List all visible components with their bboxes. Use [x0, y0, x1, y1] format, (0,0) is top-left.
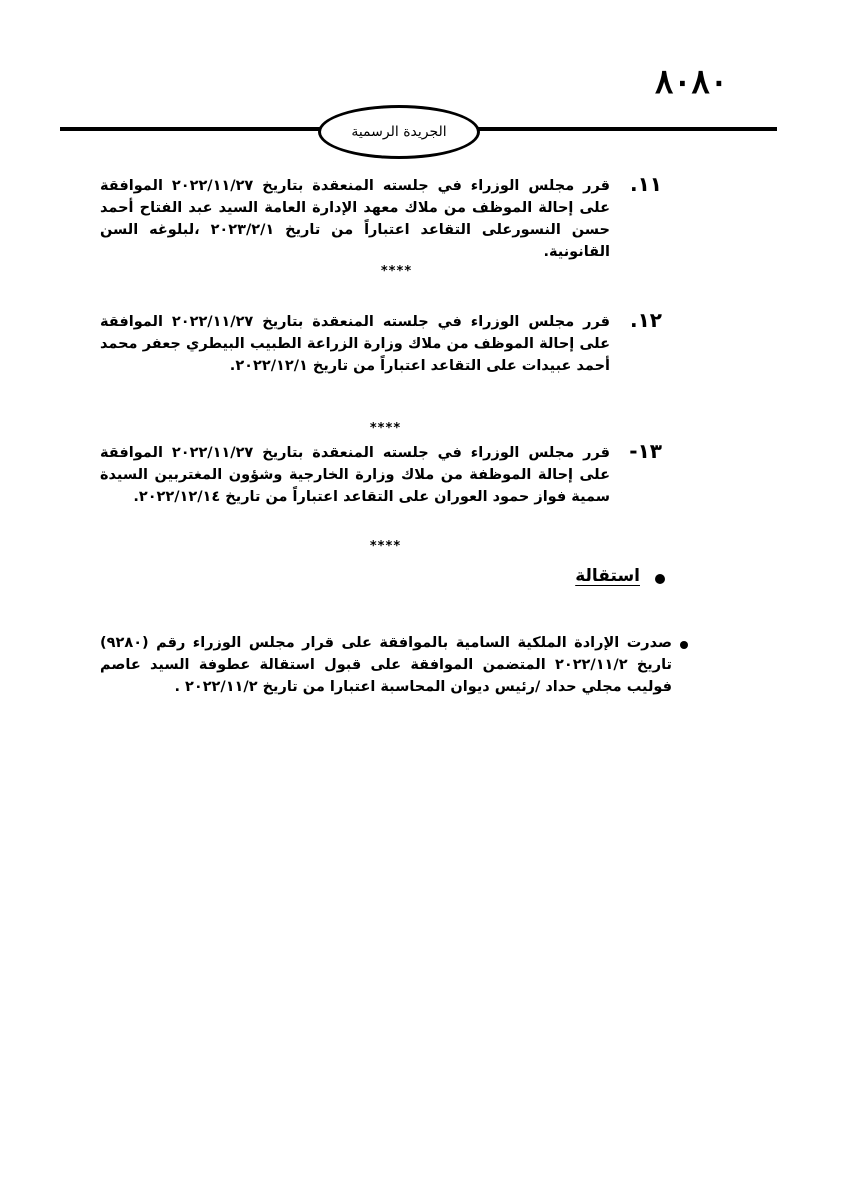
- section-heading: استقالة: [575, 566, 640, 586]
- separator-1: ****: [380, 264, 412, 279]
- item-number-13: ١٣-: [629, 439, 662, 463]
- item-number-12: ١٢.: [629, 308, 662, 332]
- resignation-paragraph: صدرت الإرادة الملكية السامية بالموافقة على قرار مجلس الوزراء رقم (٩٢٨٠) تاريخ ٢٠٢٢/١١/٢ المتضمن الموافقة على قبول استقالة عطوفة السيد عاصم فوليب مجلي حداد /رئيس ديوان المحاسبة اعتبارا من تاريخ ٢٠٢٢/١١/٢ .: [100, 635, 672, 695]
- separator-3: ****: [369, 539, 401, 554]
- page-number: ٨٠٨٠: [655, 62, 729, 102]
- item-text-11: قرر مجلس الوزراء في جلسته المنعقدة بتاريخ ٢٠٢٢/١١/٢٧ الموافقة على إحالة الموظف من ملاك معهد الإدارة العامة السيد عبد الفتاح أحمد حسن النسورعلى التقاعد اعتباراً من تاريخ ٢٠٢٣/٢/١ ،لبلوغه السن القانونية.: [100, 178, 610, 260]
- item-text-12: قرر مجلس الوزراء في جلسته المنعقدة بتاريخ ٢٠٢٢/١١/٢٧ الموافقة على إحالة الموظف من ملاك وزارة الزراعة الطبيب البيطري جعفر محمد أحمد عبيدات على التقاعد اعتباراً من تاريخ ٢٠٢٢/١٢/١.: [100, 314, 610, 374]
- paragraph-bullet: [680, 641, 688, 649]
- item-number-11: ١١.: [629, 172, 662, 196]
- header-oval: [318, 105, 480, 159]
- item-text-13: قرر مجلس الوزراء في جلسته المنعقدة بتاريخ ٢٠٢٢/١١/٢٧ الموافقة على إحالة الموظفة من ملاك وزارة الخارجية وشؤون المغتربين السيدة سمية فواز حمود العوران على التقاعد اعتباراً من تاريخ ٢٠٢٢/١٢/١٤.: [100, 445, 610, 505]
- section-bullet: [655, 574, 665, 584]
- separator-2: ****: [369, 421, 401, 436]
- header-title: الجريدة الرسمية: [351, 124, 447, 140]
